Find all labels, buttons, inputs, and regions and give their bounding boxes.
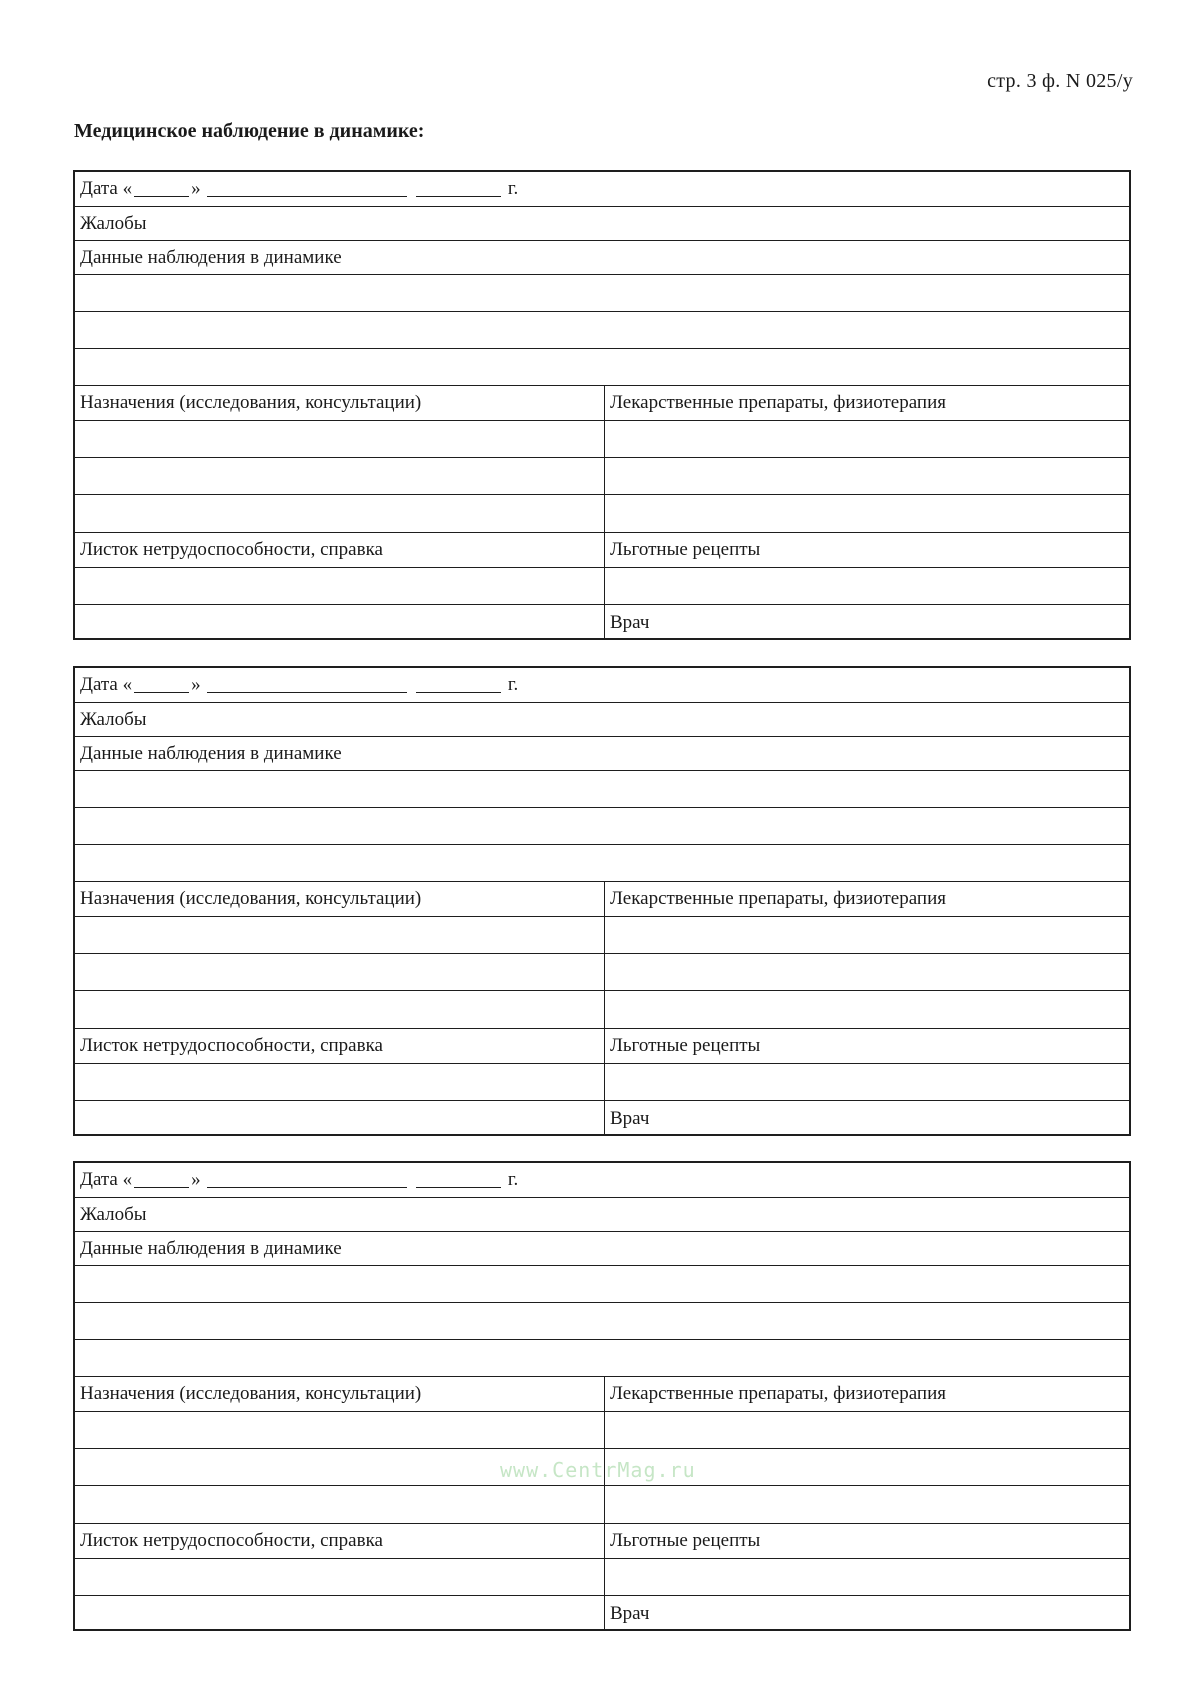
observations-row — [75, 241, 1129, 275]
two-col-blank-row — [75, 458, 1129, 495]
watermark: www.CentrMag.ru — [500, 1458, 696, 1482]
two-col-blank-row — [75, 1412, 1129, 1449]
date-field[interactable] — [75, 668, 1129, 702]
preferential-recipes-label: Льготные рецепты — [610, 1035, 761, 1056]
medications-label: Лекарственные препараты, физиотерапия — [610, 888, 946, 909]
blank-cell[interactable] — [605, 954, 1129, 990]
doctor-row — [75, 1101, 1129, 1136]
blank-row[interactable] — [75, 808, 1129, 845]
observation-block — [73, 170, 1131, 640]
date-field[interactable] — [75, 172, 1129, 206]
two-col-blank-row — [75, 1064, 1129, 1101]
blank-cell[interactable] — [605, 1064, 1129, 1100]
blank-row[interactable] — [75, 349, 1129, 386]
year-suffix: г. — [507, 674, 519, 695]
complaints-label: Жалобы — [80, 708, 147, 730]
complaints-row — [75, 207, 1129, 241]
sick-leave-label: Листок нетрудоспособности, справка — [75, 1029, 605, 1063]
blank-row[interactable] — [75, 1340, 1129, 1377]
date-row — [75, 1163, 1129, 1198]
blank-cell[interactable] — [75, 1559, 605, 1595]
page-reference: стр. 3 ф. N 025/у — [987, 70, 1133, 92]
blank-cell[interactable] — [605, 421, 1129, 457]
date-mid: » — [191, 178, 201, 199]
prescriptions-label: Назначения (исследования, консультации) — [75, 1377, 605, 1411]
blank-row[interactable] — [75, 1266, 1129, 1303]
blank-cell[interactable] — [605, 458, 1129, 494]
blank-cell[interactable] — [75, 1596, 605, 1631]
two-col-blank-row — [75, 421, 1129, 458]
blank-cell[interactable] — [75, 495, 605, 532]
medications-label: Лекарственные препараты, физиотерапия — [610, 392, 946, 413]
year-blank[interactable] — [416, 1173, 501, 1188]
month-blank[interactable] — [207, 678, 407, 693]
date-row — [75, 172, 1129, 207]
blank-cell[interactable] — [75, 917, 605, 953]
complaints-label: Жалобы — [80, 1203, 147, 1225]
preferential-recipes-label: Льготные рецепты — [610, 1530, 761, 1551]
prescriptions-header-row — [75, 386, 1129, 421]
blank-cell[interactable] — [605, 917, 1129, 953]
observations-row — [75, 737, 1129, 771]
date-label: Дата « — [80, 674, 133, 695]
blank-row[interactable] — [75, 771, 1129, 808]
blank-cell[interactable] — [75, 458, 605, 494]
sick-leave-header-row — [75, 1029, 1129, 1064]
blank-row[interactable] — [75, 312, 1129, 349]
two-col-blank-row — [75, 568, 1129, 605]
two-col-blank-row — [75, 991, 1129, 1029]
blank-cell[interactable] — [75, 421, 605, 457]
sick-leave-label: Листок нетрудоспособности, справка — [75, 1524, 605, 1558]
sick-leave-header-row — [75, 533, 1129, 568]
observations-label: Данные наблюдения в динамике — [80, 246, 342, 268]
blank-cell[interactable] — [75, 1064, 605, 1100]
blank-row[interactable] — [75, 275, 1129, 312]
date-mid: » — [191, 1169, 201, 1190]
blank-cell[interactable] — [75, 568, 605, 604]
date-mid: » — [191, 674, 201, 695]
year-suffix: г. — [507, 178, 519, 199]
complaints-row — [75, 1198, 1129, 1232]
blank-cell[interactable] — [75, 1486, 605, 1523]
observation-block — [73, 666, 1131, 1136]
blank-row[interactable] — [75, 1303, 1129, 1340]
two-col-blank-row — [75, 495, 1129, 533]
day-blank[interactable] — [134, 678, 189, 693]
two-col-blank-row — [75, 954, 1129, 991]
date-field[interactable] — [75, 1163, 1129, 1197]
sick-leave-header-row — [75, 1524, 1129, 1559]
prescriptions-header-row — [75, 1377, 1129, 1412]
doctor-row — [75, 605, 1129, 640]
observations-label: Данные наблюдения в динамике — [80, 1237, 342, 1259]
two-col-blank-row — [75, 917, 1129, 954]
doctor-row — [75, 1596, 1129, 1631]
blank-cell[interactable] — [75, 1412, 605, 1448]
blank-cell[interactable] — [605, 1486, 1129, 1523]
year-suffix: г. — [507, 1169, 519, 1190]
doctor-label: Врач — [610, 1107, 650, 1129]
medications-label: Лекарственные препараты, физиотерапия — [610, 1383, 946, 1404]
doctor-label: Врач — [610, 611, 650, 633]
blank-cell[interactable] — [75, 1101, 605, 1136]
year-blank[interactable] — [416, 678, 501, 693]
observations-label: Данные наблюдения в динамике — [80, 742, 342, 764]
two-col-blank-row — [75, 1486, 1129, 1524]
preferential-recipes-label: Льготные рецепты — [610, 539, 761, 560]
month-blank[interactable] — [207, 182, 407, 197]
observations-row — [75, 1232, 1129, 1266]
sick-leave-label: Листок нетрудоспособности, справка — [75, 533, 605, 567]
blank-cell[interactable] — [75, 954, 605, 990]
prescriptions-label: Назначения (исследования, консультации) — [75, 386, 605, 420]
prescriptions-label: Назначения (исследования, консультации) — [75, 882, 605, 916]
two-col-blank-row — [75, 1559, 1129, 1596]
section-title: Медицинское наблюдение в динамике: — [74, 120, 425, 142]
blank-cell[interactable] — [605, 1559, 1129, 1595]
month-blank[interactable] — [207, 1173, 407, 1188]
blank-cell[interactable] — [605, 568, 1129, 604]
day-blank[interactable] — [134, 1173, 189, 1188]
day-blank[interactable] — [134, 182, 189, 197]
date-row — [75, 668, 1129, 703]
year-blank[interactable] — [416, 182, 501, 197]
complaints-label: Жалобы — [80, 212, 147, 234]
complaints-row — [75, 703, 1129, 737]
blank-cell[interactable] — [605, 1412, 1129, 1448]
observation-block — [73, 1161, 1131, 1631]
blank-cell[interactable] — [75, 991, 605, 1028]
prescriptions-header-row — [75, 882, 1129, 917]
blank-cell[interactable] — [605, 991, 1129, 1028]
date-label: Дата « — [80, 178, 133, 199]
date-label: Дата « — [80, 1169, 133, 1190]
doctor-label: Врач — [610, 1602, 650, 1624]
blank-row[interactable] — [75, 845, 1129, 882]
blank-cell[interactable] — [75, 605, 605, 640]
blank-cell[interactable] — [605, 495, 1129, 532]
